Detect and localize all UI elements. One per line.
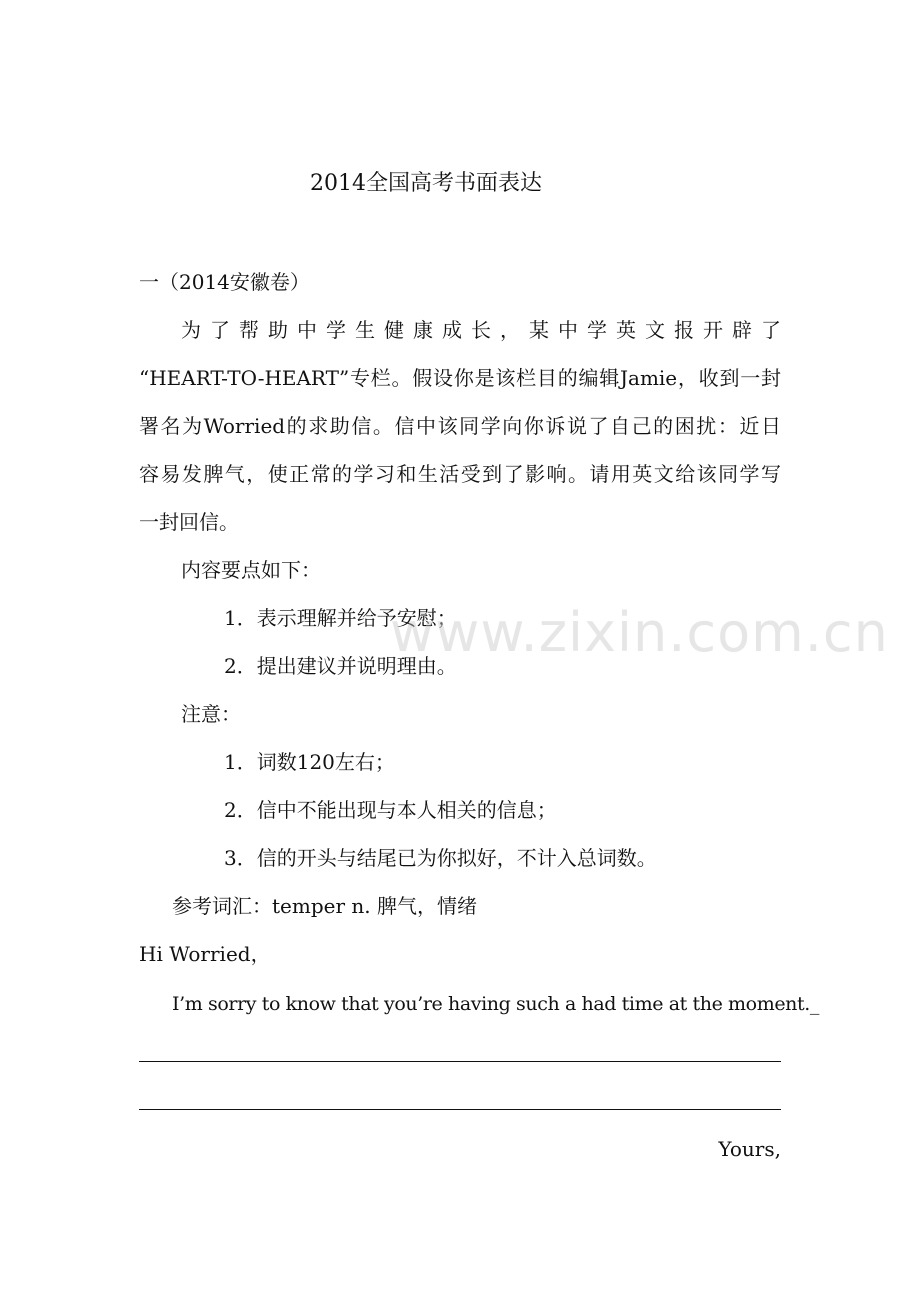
content-point-2: 2．提出建议并说明理由。: [224, 654, 457, 678]
letter-closing: Yours,: [718, 1137, 781, 1161]
letter-greeting: Hi Worried，: [139, 942, 271, 966]
prompt-line-4: 容易发脾气，使正常的学习和生活受到了影响。请用英文给该同学写: [139, 462, 781, 486]
page-title: 2014全国高考书面表达: [310, 171, 542, 196]
note-1: 1．词数120左右；: [224, 750, 395, 774]
answer-line-2: [139, 1109, 781, 1110]
content-points-heading: 内容要点如下：: [181, 558, 321, 582]
prompt-line-5: 一封回信。: [139, 510, 239, 534]
vocab-hint: 参考词汇：temper n. 脾气，情绪: [172, 894, 477, 918]
answer-line-1: [139, 1061, 781, 1062]
note-2: 2．信中不能出现与本人相关的信息；: [224, 798, 557, 822]
prompt-line-1: 为了帮助中学生健康成长，某中学英文报开辟了: [181, 318, 781, 342]
watermark-text: www.zixin.com.cn: [390, 601, 889, 664]
letter-opening: I’m sorry to know that you’re having such a had time at the moment._: [172, 993, 819, 1015]
notes-heading: 注意：: [181, 702, 241, 726]
content-point-1: 1．表示理解并给予安慰；: [224, 606, 457, 630]
prompt-line-2: “HEART-TO-HEART”专栏。假设你是该栏目的编辑Jamie，收到一封: [139, 366, 781, 390]
prompt-line-3: 署名为Worried的求助信。信中该同学向你诉说了自己的困扰：近日: [139, 414, 781, 438]
section-heading: 一（2014安徽卷）: [139, 270, 310, 294]
note-3: 3．信的开头与结尾已为你拟好，不计入总词数。: [224, 846, 657, 870]
